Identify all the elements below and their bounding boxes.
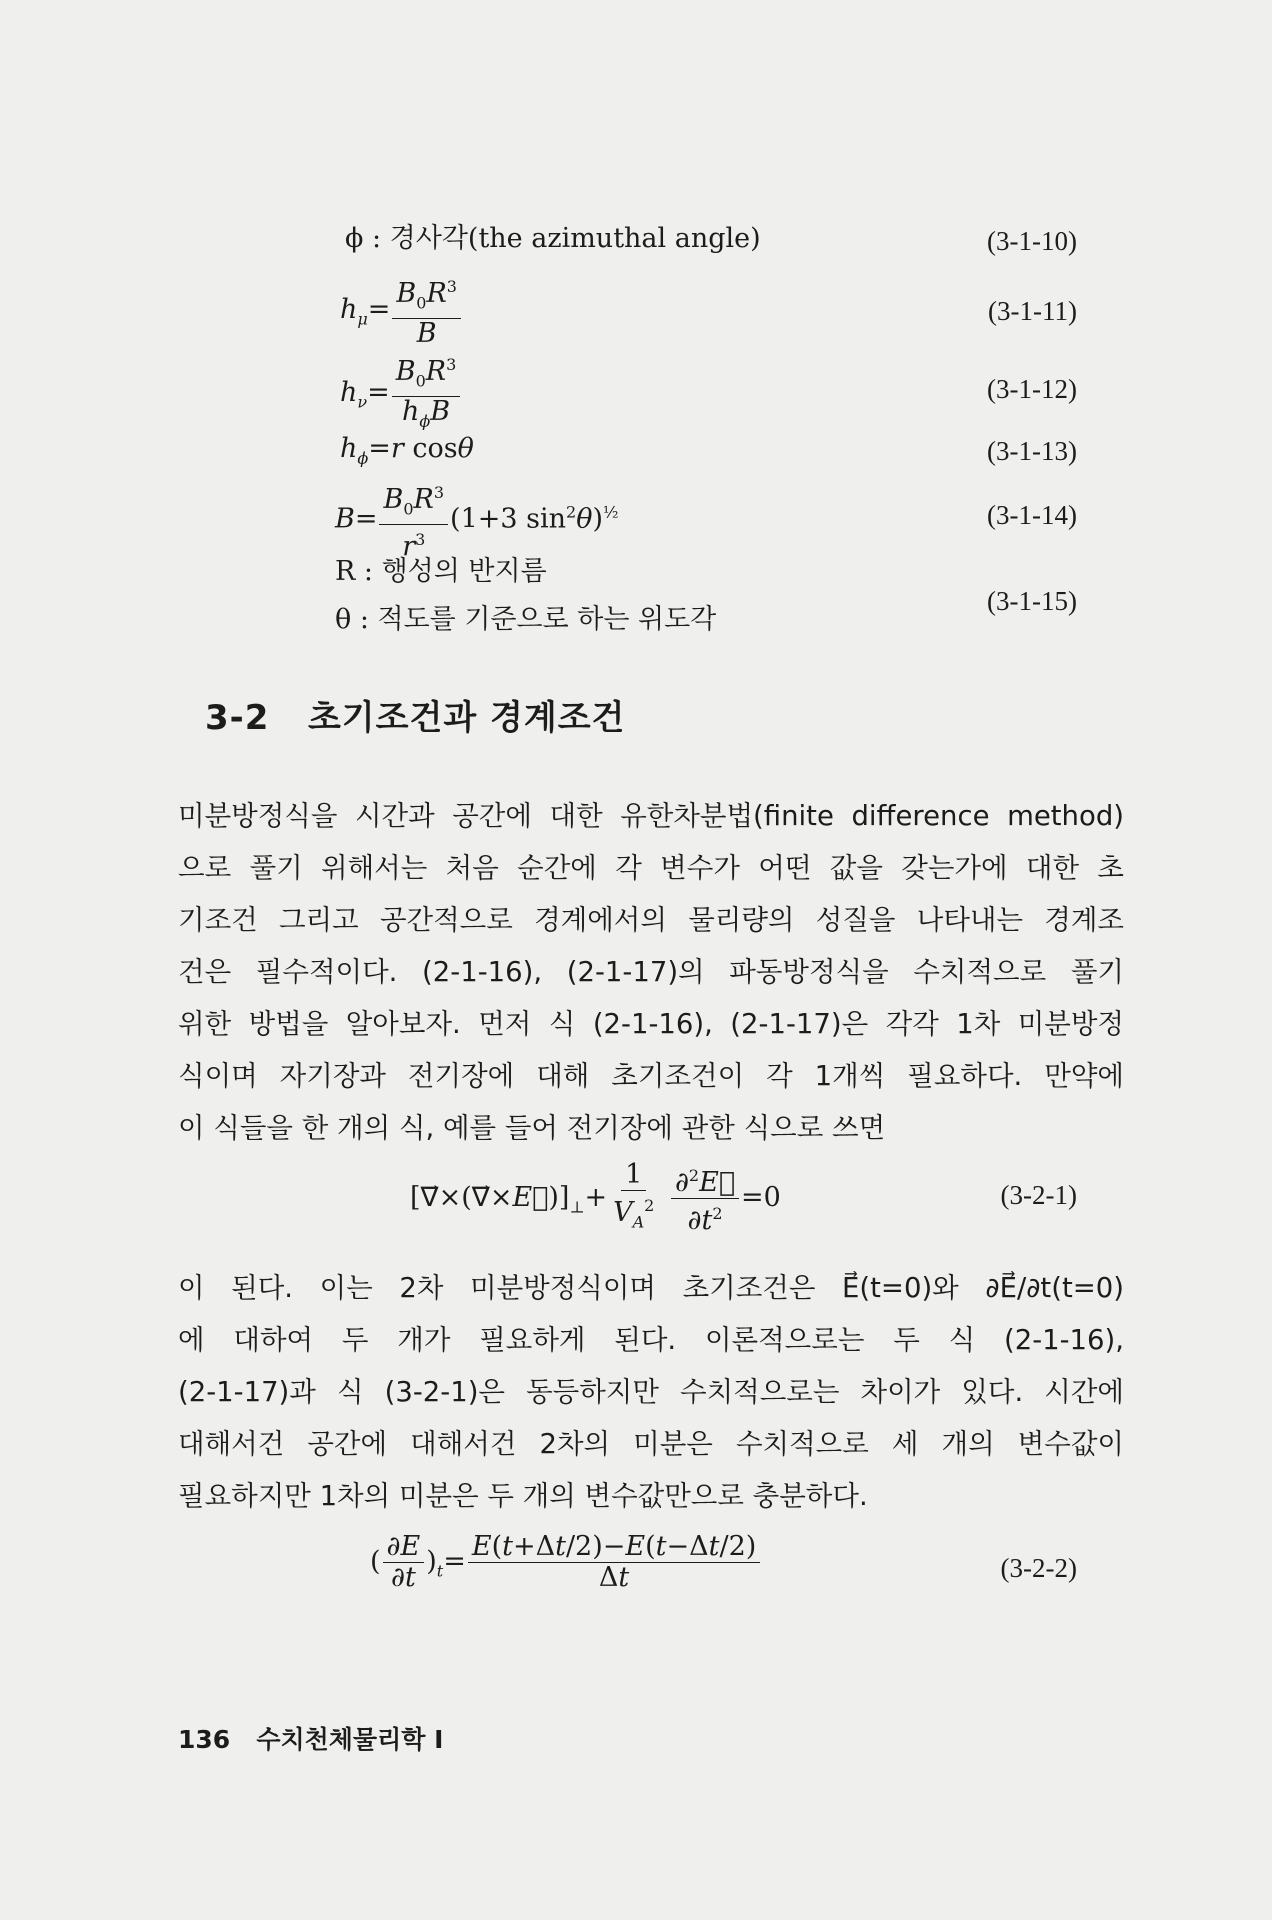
equation-h-phi: $h_\phi=r$ cosθ xyxy=(340,433,474,468)
section-number: 3-2 xyxy=(205,698,270,738)
definition-theta: θ : 적도를 기준으로 하는 위도각 xyxy=(335,604,717,635)
definition-phi: ϕ : 경사각(the azimuthal angle) xyxy=(345,223,761,254)
equation-number: (3-2-1) xyxy=(1000,1180,1077,1210)
text-line: 이 된다. 이는 2차 미분방정식이며 초기조건은 E⃗(t=0)와 ∂E⃗/∂t(t=0) xyxy=(178,1272,1124,1304)
text-line: 으로 풀기 위해서는 처음 순간에 각 변수가 어떤 값을 갖는가에 대한 초 xyxy=(178,852,1124,884)
text-line: 이 식들을 한 개의 식, 예를 들어 전기장에 관한 식으로 쓰면 xyxy=(178,1112,886,1144)
text-line: 위한 방법을 알아보자. 먼저 식 (2-1-16), (2-1-17)은 각각 1차 미분방정 xyxy=(178,1008,1124,1040)
text-line: 식이며 자기장과 전기장에 대해 초기조건이 각 1개씩 필요하다. 만약에 xyxy=(178,1060,1124,1092)
definition-R: R : 행성의 반지름 xyxy=(335,556,547,587)
section-title: 초기조건과 경계조건 xyxy=(307,698,626,738)
equation-number: (3-1-15) xyxy=(987,586,1077,616)
equation-h-nu: $h_\nu=$ $\frac{B_0R^3}{h_\phi B}$ xyxy=(340,350,462,437)
equation-wave: $[\nabla⃗\times(\nabla⃗\times E⃗)]_\perp+$ $\frac{1}{V_A^2}$ $\frac{\partial^2E⃗}{\partial t^2}$ =0 xyxy=(410,1159,781,1237)
equation-B: B= $\frac{B_0R^3}{r^3}$ (1+3 $\sin^2\theta)^{\frac{1}{2}}$ xyxy=(335,478,619,562)
paragraph-2 xyxy=(178,1262,1124,1522)
equation-number: (3-1-10) xyxy=(987,226,1077,256)
equation-number: (3-1-13) xyxy=(987,436,1077,466)
page-number: 136 xyxy=(178,1725,231,1754)
text-line: 에 대하여 두 개가 필요하게 된다. 이론적으로는 두 식 (2-1-16), xyxy=(178,1324,1124,1356)
equation-number: (3-2-2) xyxy=(1000,1553,1077,1583)
equation-number: (3-1-14) xyxy=(987,500,1077,530)
text-line: 건은 필수적이다. (2-1-16), (2-1-17)의 파동방정식을 수치적으로 풀기 xyxy=(178,956,1124,988)
equation-central-difference: ( $\frac{\partial E}{\partial t}$ )$_t=$ $\frac{E(t+\Delta t/2)-E(t-\Delta t/2)}{\Delta t}$ xyxy=(370,1532,762,1593)
text-line: 기조건 그리고 공간적으로 경계에서의 물리량의 성질을 나타내는 경계조 xyxy=(178,904,1124,936)
section-heading xyxy=(205,690,625,739)
equation-h-mu: $h_\mu=$ $\frac{B_0R^3}{B}$ xyxy=(340,272,463,349)
text-line: 필요하지만 1차의 미분은 두 개의 변수값만으로 충분하다. xyxy=(178,1480,868,1512)
text-line: 미분방정식을 시간과 공간에 대한 유한차분법(finite difference method) xyxy=(178,800,1124,832)
book-title: 수치천체물리학 I xyxy=(256,1725,444,1754)
paragraph-1 xyxy=(178,790,1124,1154)
equation-number: (3-1-12) xyxy=(987,374,1077,404)
equation-number: (3-1-11) xyxy=(988,296,1077,326)
text-line: 대해서건 공간에 대해서건 2차의 미분은 수치적으로 세 개의 변수값이 xyxy=(178,1428,1124,1460)
text-line: (2-1-17)과 식 (3-2-1)은 동등하지만 수치적으로는 차이가 있다. 시간에 xyxy=(178,1376,1124,1408)
page-footer xyxy=(178,1720,443,1756)
